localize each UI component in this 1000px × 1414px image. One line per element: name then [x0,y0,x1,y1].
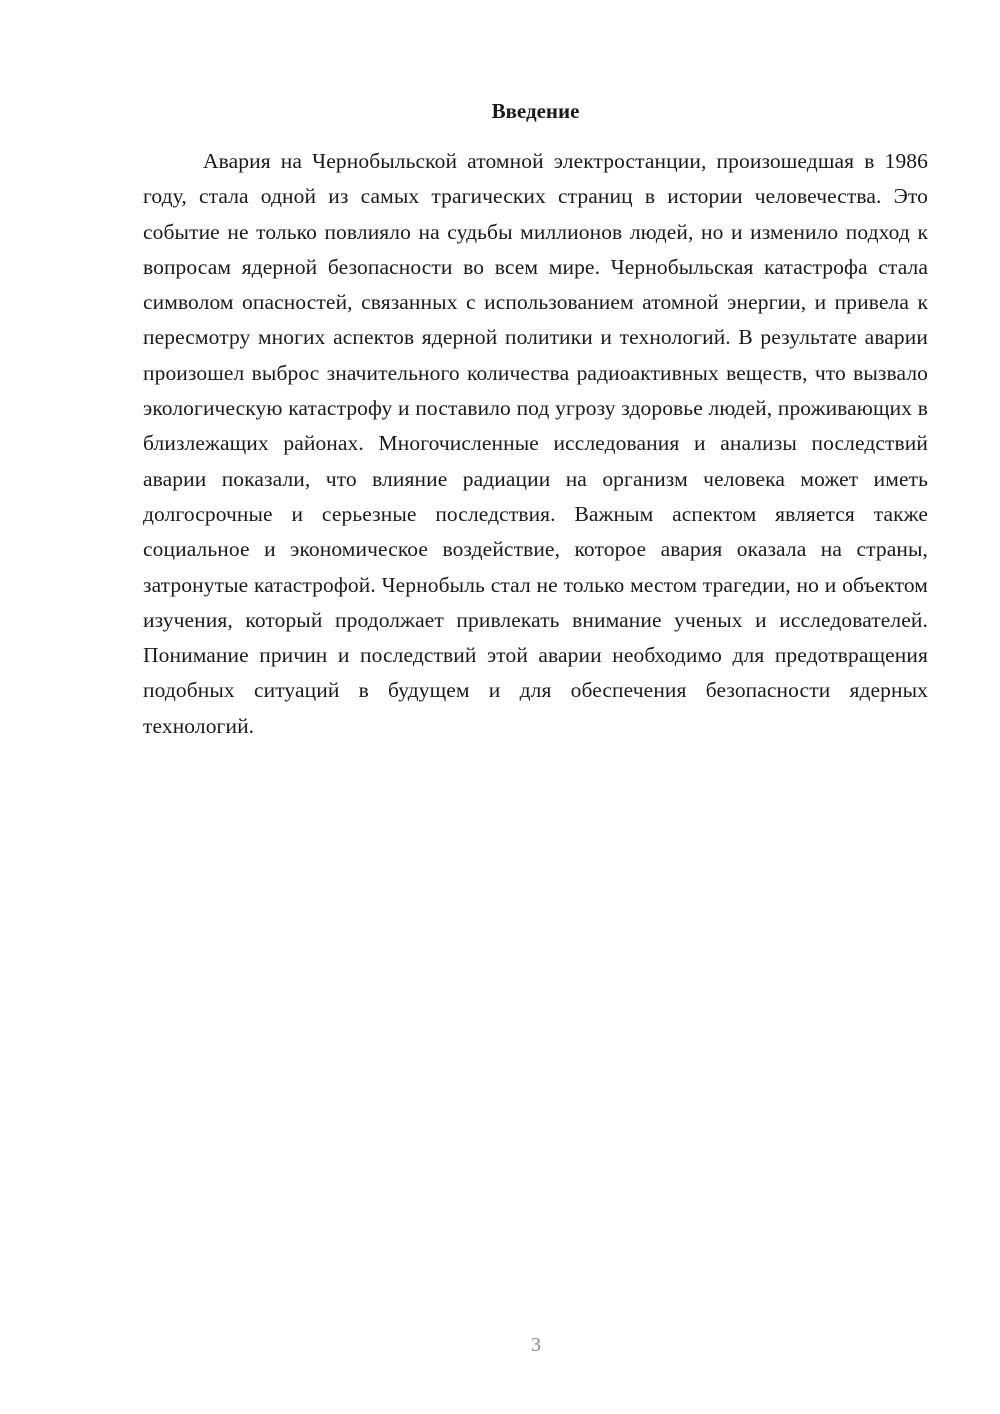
body-paragraph: Авария на Чернобыльской атомной электростанции, произошедшая в 1986 году, стала одной из самых трагических страниц в истории человечества. Это событие не только повлияло на судьбы миллионов людей, но и изменило подход к вопросам ядерной безопасности во всем мире. Чернобыльская катастрофа стала символом опасностей, связанных с использованием атомной энергии, и привела к пересмотру многих аспектов ядерной политики и технологий. В результате аварии произошел выброс значительного количества радиоактивных веществ, что вызвало экологическую катастрофу и поставило под угрозу здоровье людей, проживающих в близлежащих районах. Многочисленные исследования и анализы последствий аварии показали, что влияние радиации на организм человека может иметь долгосрочные и серьезные последствия. Важным аспектом является также социальное и экономическое воздействие, которое авария оказала на страны, затронутые катастрофой. Чернобыль стал не только местом трагедии, но и объектом изучения, который продолжает привлекать внимание ученых и исследователей. Понимание причин и последствий этой аварии необходимо для предотвращения подобных ситуаций в будущем и для обеспечения безопасности ядерных технологий. [143,149,928,738]
page-number: 3 [531,1334,541,1356]
section-heading: Введение [491,99,580,123]
